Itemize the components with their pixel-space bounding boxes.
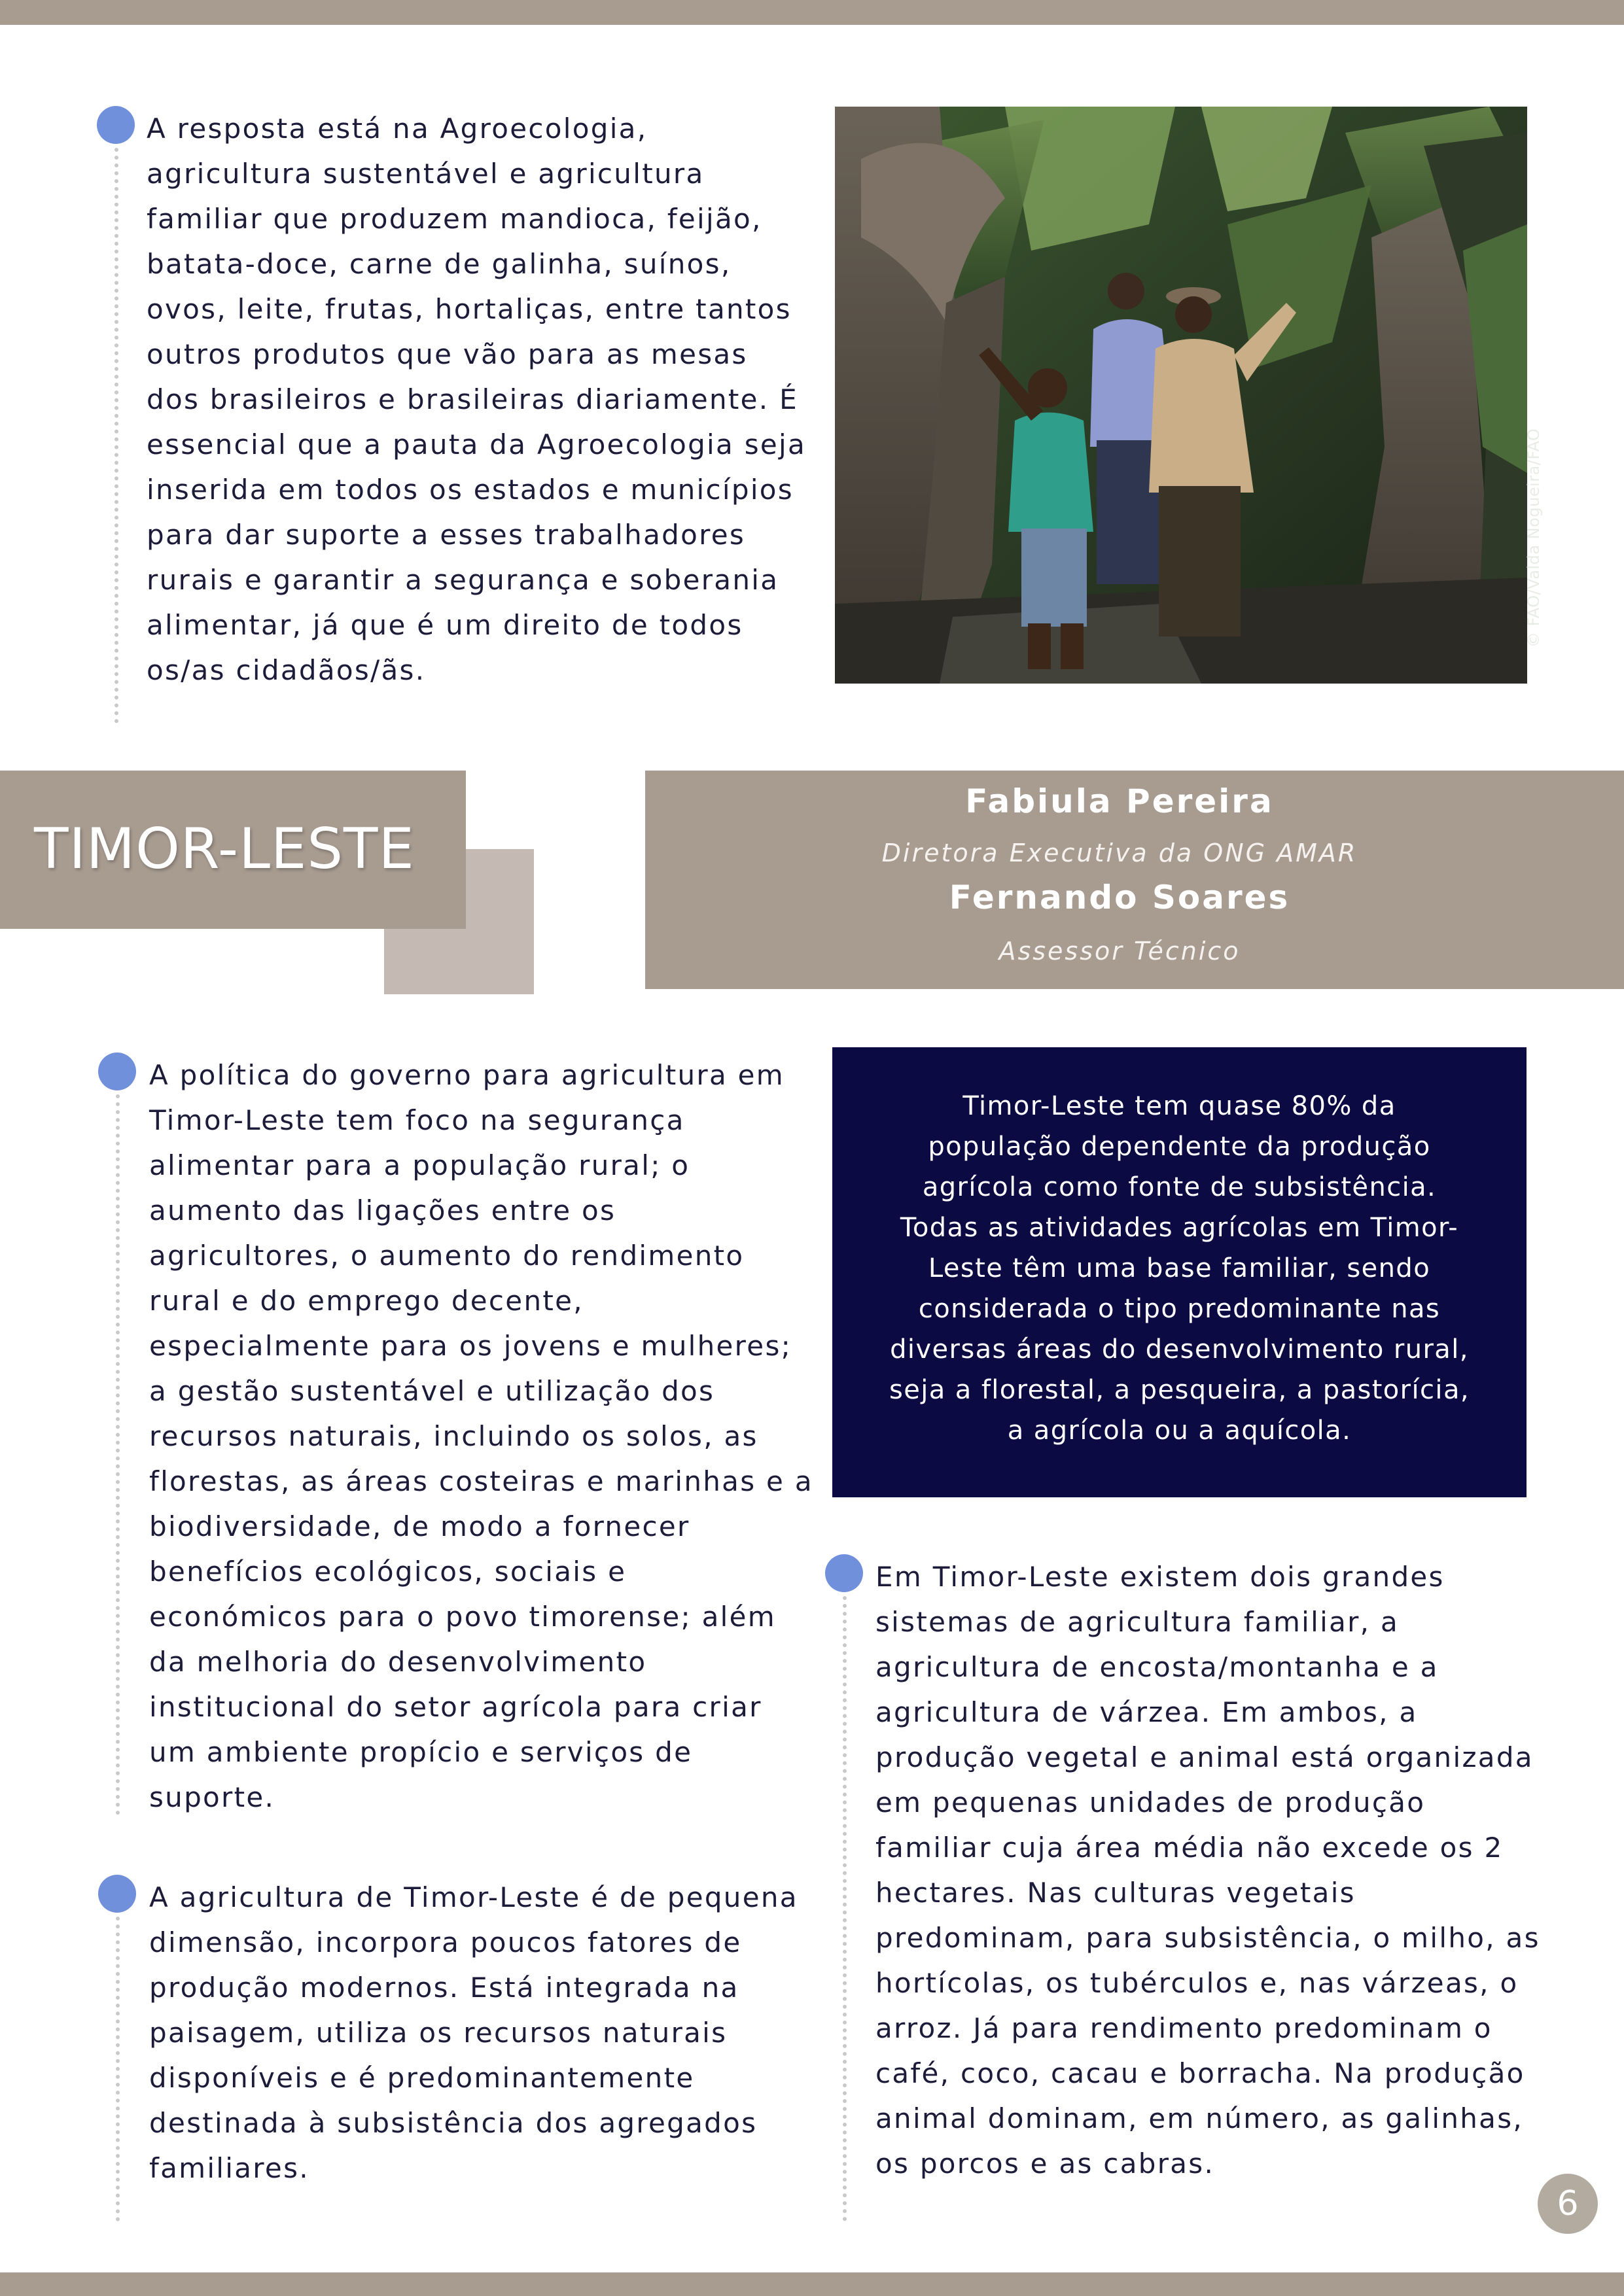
bullet-dot [97,106,135,144]
photo-farmers-banana-grove [835,107,1527,684]
bullet-dot [825,1554,863,1592]
bullet-dot [98,1875,136,1913]
person-role-1: Diretora Executiva da ONG AMAR [881,839,1358,867]
country-title: TIMOR-LESTE [34,816,415,882]
photo-illustration [835,107,1527,684]
paragraph-pequena-dimensao: A agricultura de Timor-Leste é de pequena dimensão, incorpora poucos fatores de produção modernos. Está integrada na paisagem, utiliza os recursos naturais disponíveis e é predominantemente destinada à subsistência dos agregados familiares. [149,1881,798,2184]
top-band [0,0,1624,25]
dotted-rail [116,1917,120,2221]
photo-credit: © FAO/Valda Nogueira/FAO [1525,428,1543,648]
dotted-rail [843,1596,847,2221]
paragraph-politica-governo: A política do governo para agricultura em Timor-Leste tem foco na segurança alimentar para a população rural; o aumento das ligações entre os agricultores, o aumento do rendimento rural e do emprego decente, especialmente para os jovens e mulheres; a gestão sustentável e utilização dos recursos naturais, incluindo os solos, as florestas, as áreas costeiras e marinhas e a biodiversidade, de modo a fornecer benefícios ecológicos, sociais e económicos para o povo timorense; além da melhoria do desenvolvimento institucional do setor agrícola para criar um ambiente propício e serviços de suporte. [149,1059,813,1813]
page-number: 6 [1538,2174,1598,2234]
paragraph-sistemas-agricultura: Em Timor-Leste existem dois grandes sistemas de agricultura familiar, a agricultura de encosta/montanha e a agricultura de várzea. Em ambos, a produção vegetal e animal está organizada em pequenas unidades de produção familiar cuja área média não excede os 2 hectares. Nas culturas vegetais predominam, para subsistência, o milho, as hortícolas, os tubérculos e, nas várzeas, o arroz. Já para rendimento predominam o café, coco, cacau e borracha. Na produção animal dominam, em número, as galinhas, os porcos e as cabras. [875,1561,1540,2180]
bullet-dot [98,1052,136,1090]
paragraph-agroecologia: A resposta está na Agroecologia, agricultura sustentável e agricultura familiar que produzem mandioca, feijão, batata-doce, carne de galinha, suínos, ovos, leite, frutas, hortaliças, entre tantos outros produtos que vão para as mesas dos brasileiros e brasileiras diariamente. É essencial que a pauta da Agroecologia seja inserida em todos os estados e municípios para dar suporte a esses trabalhadores rurais e garantir a segurança e soberania alimentar, já que é um direito de todos os/as cidadãos/ãs. [147,113,807,686]
dotted-rail [115,148,118,723]
bottom-band [0,2272,1624,2296]
person-name-1: Fabiula Pereira [965,782,1274,820]
person-role-2: Assessor Técnico [998,937,1241,965]
dotted-rail [116,1094,120,1815]
callout-text: Timor-Leste tem quase 80% da população dependente da produção agrícola como fonte de subsistência. Todas as atividades agrícolas em Timor- Leste têm uma base familiar, sendo considerada o tipo predominante nas diversas áreas do desenvolvimento rural, seja a florestal, a pesqueira, a pastorícia, a agrícola ou a aquícola. [889,1091,1470,1446]
person-name-2: Fernando Soares [949,878,1290,916]
